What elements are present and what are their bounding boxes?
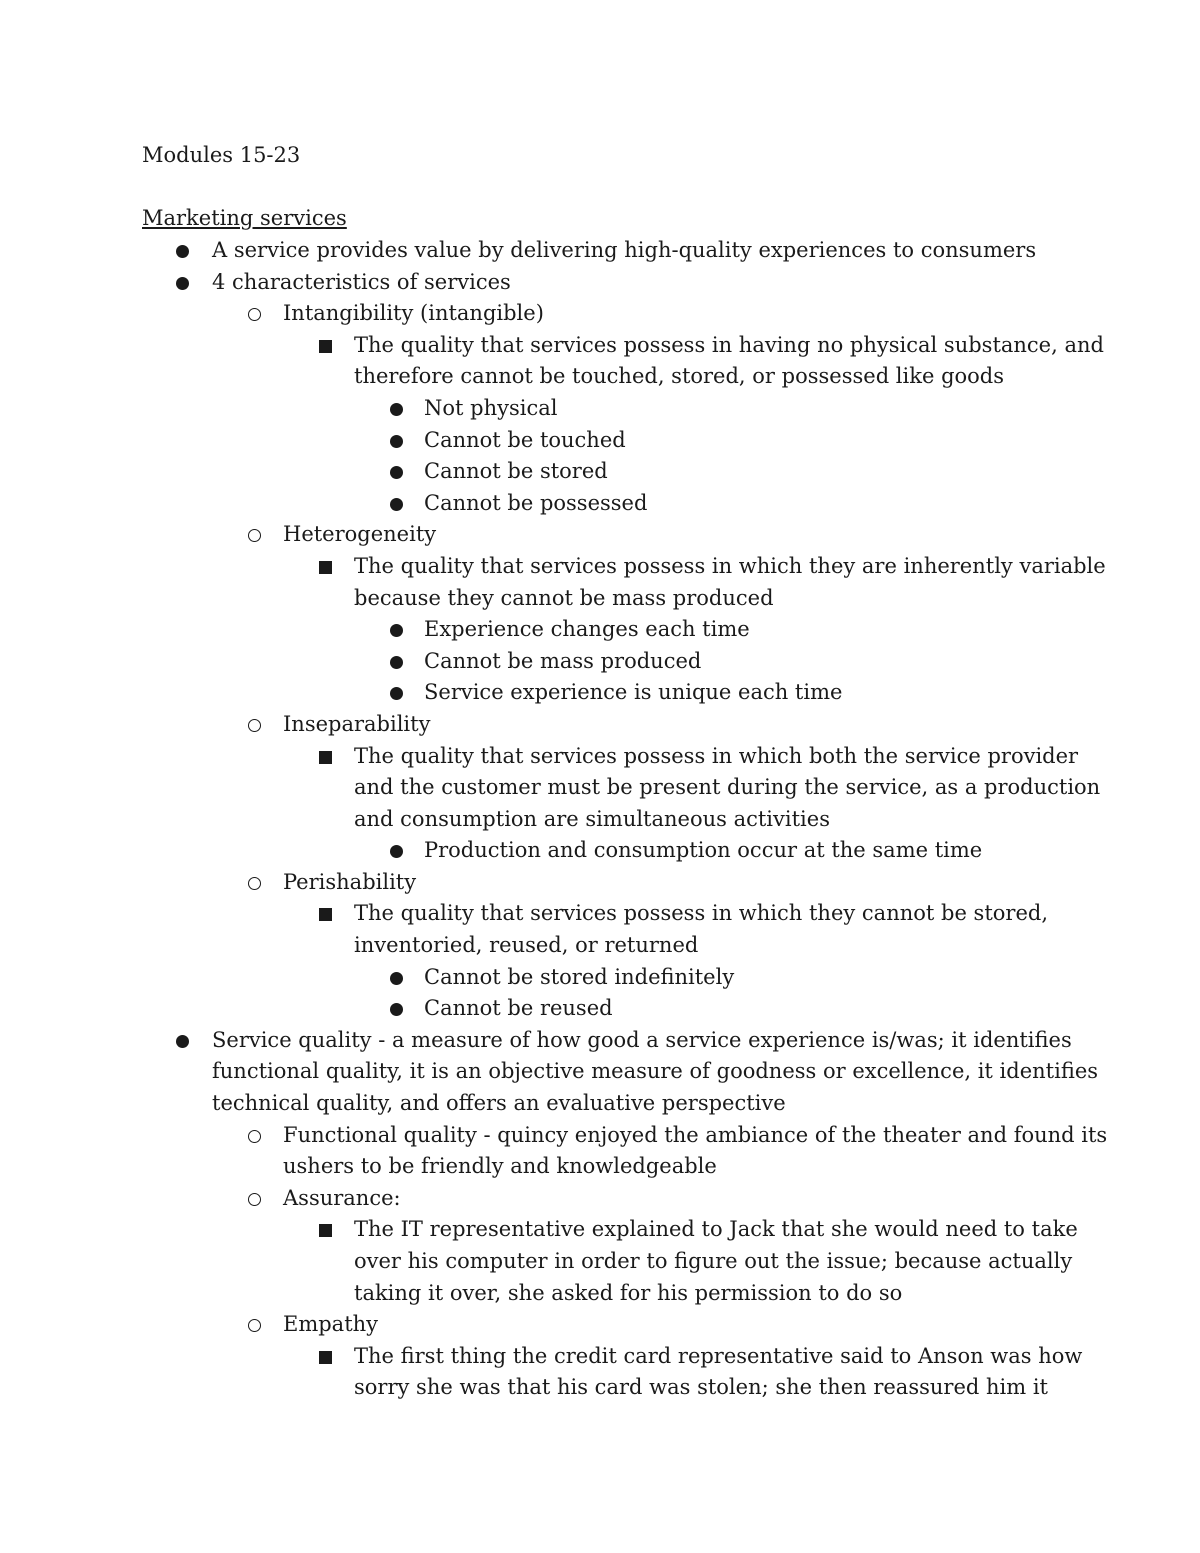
outline-line — [0, 267, 1200, 299]
outline-line-text: Heterogeneity — [283, 522, 437, 547]
outline-line-text: Production and consumption occur at the same time — [424, 838, 983, 863]
disc-bullet-icon — [176, 245, 189, 258]
outline-line-text: The first thing the credit card representative said to Anson was how — [354, 1343, 1083, 1368]
outline-line-text: The quality that services possess in which they cannot be stored, — [354, 901, 1048, 926]
outline-line — [0, 962, 1200, 994]
disc-bullet-icon — [390, 972, 403, 985]
disc-bullet-icon — [390, 845, 403, 858]
outline-line-text: The quality that services possess in which they are inherently variable — [354, 553, 1106, 578]
outline-line — [0, 1025, 1200, 1057]
outline-line-text: over his computer in order to figure out the issue; because actually — [354, 1249, 1073, 1273]
circle-bullet-icon — [248, 877, 261, 890]
disc-bullet-icon — [390, 1003, 403, 1016]
outline-line-text: technical quality, and offers an evaluative perspective — [212, 1091, 786, 1116]
outline-line-text: taking it over, she asked for his permission to do so — [354, 1280, 903, 1305]
outline-line-text: Cannot be mass produced — [424, 648, 702, 673]
outline-line — [0, 551, 1200, 583]
outline-line — [0, 1151, 1200, 1183]
outline-line — [0, 298, 1200, 330]
outline-line-text: Empathy — [283, 1312, 379, 1337]
outline-line — [0, 1246, 1200, 1278]
outline-line — [0, 677, 1200, 709]
outline-line — [0, 583, 1200, 615]
disc-bullet-icon — [176, 1035, 189, 1048]
outline-line — [0, 614, 1200, 646]
outline-line — [0, 835, 1200, 867]
disc-bullet-icon — [390, 435, 403, 448]
outline-line-text: Not physical — [424, 395, 558, 420]
outline-line-text: Perishability — [283, 869, 417, 894]
outline-line-text: Cannot be stored indefinitely — [424, 964, 735, 989]
disc-bullet-icon — [390, 466, 403, 479]
page-heading: Modules 15-23 — [142, 143, 301, 167]
outline-line — [0, 1120, 1200, 1152]
outline-line — [0, 867, 1200, 899]
outline-line — [0, 235, 1200, 267]
outline-line-text: therefore cannot be touched, stored, or possessed like goods — [354, 364, 1005, 389]
outline-line-text: The quality that services possess in having no physical substance, and — [354, 332, 1104, 357]
outline-line — [0, 646, 1200, 678]
square-bullet-icon — [319, 561, 332, 574]
outline-line — [0, 709, 1200, 741]
outline-line-text: sorry she was that his card was stolen; she then reassured him it — [354, 1375, 1048, 1400]
disc-bullet-icon — [390, 624, 403, 637]
outline-line — [0, 519, 1200, 551]
square-bullet-icon — [319, 1351, 332, 1364]
outline-line — [0, 772, 1200, 804]
outline-line-text: Service quality - a measure of how good a service experience is/was; it identifies — [212, 1027, 1072, 1052]
disc-bullet-icon — [390, 687, 403, 700]
circle-bullet-icon — [248, 1130, 261, 1143]
disc-bullet-icon — [390, 498, 403, 511]
outline-line — [0, 741, 1200, 773]
outline-line-text: The quality that services possess in which both the service provider — [354, 743, 1079, 768]
outline-line-text: because they cannot be mass produced — [354, 585, 774, 610]
outline-line-text: Cannot be stored — [424, 459, 608, 484]
outline-line-text: Assurance: — [283, 1185, 401, 1210]
outline-line-text: A service provides value by delivering high-quality experiences to consumers — [212, 238, 1037, 262]
circle-bullet-icon — [248, 719, 261, 732]
outline-line-text: Cannot be reused — [424, 996, 613, 1021]
outline-line-text: Cannot be touched — [424, 427, 626, 452]
circle-bullet-icon — [248, 1319, 261, 1332]
outline-line — [0, 1278, 1200, 1310]
square-bullet-icon — [319, 751, 332, 764]
circle-bullet-icon — [248, 308, 261, 321]
outline-line-text: ushers to be friendly and knowledgeable — [283, 1154, 717, 1179]
outline-line-text: Experience changes each time — [424, 617, 750, 642]
outline-line-text: Cannot be possessed — [424, 490, 648, 515]
outline-line-text: functional quality, it is an objective measure of goodness or excellence, it identifies — [212, 1059, 1099, 1084]
circle-bullet-icon — [248, 529, 261, 542]
outline-line — [0, 488, 1200, 520]
outline-line — [0, 1183, 1200, 1215]
outline-line-text: The IT representative explained to Jack that she would need to take — [354, 1217, 1078, 1242]
outline-line — [0, 1214, 1200, 1246]
outline-line — [0, 1309, 1200, 1341]
outline-line — [0, 393, 1200, 425]
outline-line-text: and consumption are simultaneous activities — [354, 806, 830, 831]
outline-line — [0, 361, 1200, 393]
outline-line — [0, 1088, 1200, 1120]
outline-line — [0, 330, 1200, 362]
section-title: Marketing services — [142, 206, 347, 230]
circle-bullet-icon — [248, 1193, 261, 1206]
square-bullet-icon — [319, 1224, 332, 1237]
outline-line — [0, 804, 1200, 836]
outline-line — [0, 993, 1200, 1025]
outline-line-text: Inseparability — [283, 711, 431, 736]
outline-line — [0, 1341, 1200, 1373]
square-bullet-icon — [319, 340, 332, 353]
outline-line — [0, 1056, 1200, 1088]
bullet-outline — [0, 235, 1200, 1404]
outline-line — [0, 930, 1200, 962]
outline-line — [0, 425, 1200, 457]
disc-bullet-icon — [390, 403, 403, 416]
outline-line-text: inventoried, reused, or returned — [354, 933, 699, 958]
outline-line — [0, 456, 1200, 488]
outline-line-text: Intangibility (intangible) — [283, 301, 544, 326]
outline-line — [0, 898, 1200, 930]
disc-bullet-icon — [390, 656, 403, 669]
outline-line-text: 4 characteristics of services — [212, 269, 511, 294]
outline-line-text: and the customer must be present during the service, as a production — [354, 775, 1101, 800]
outline-line — [0, 1372, 1200, 1404]
outline-line-text: Service experience is unique each time — [424, 680, 843, 705]
outline-line-text: Functional quality - quincy enjoyed the ambiance of the theater and found its — [283, 1122, 1108, 1147]
square-bullet-icon — [319, 908, 332, 921]
disc-bullet-icon — [176, 277, 189, 290]
